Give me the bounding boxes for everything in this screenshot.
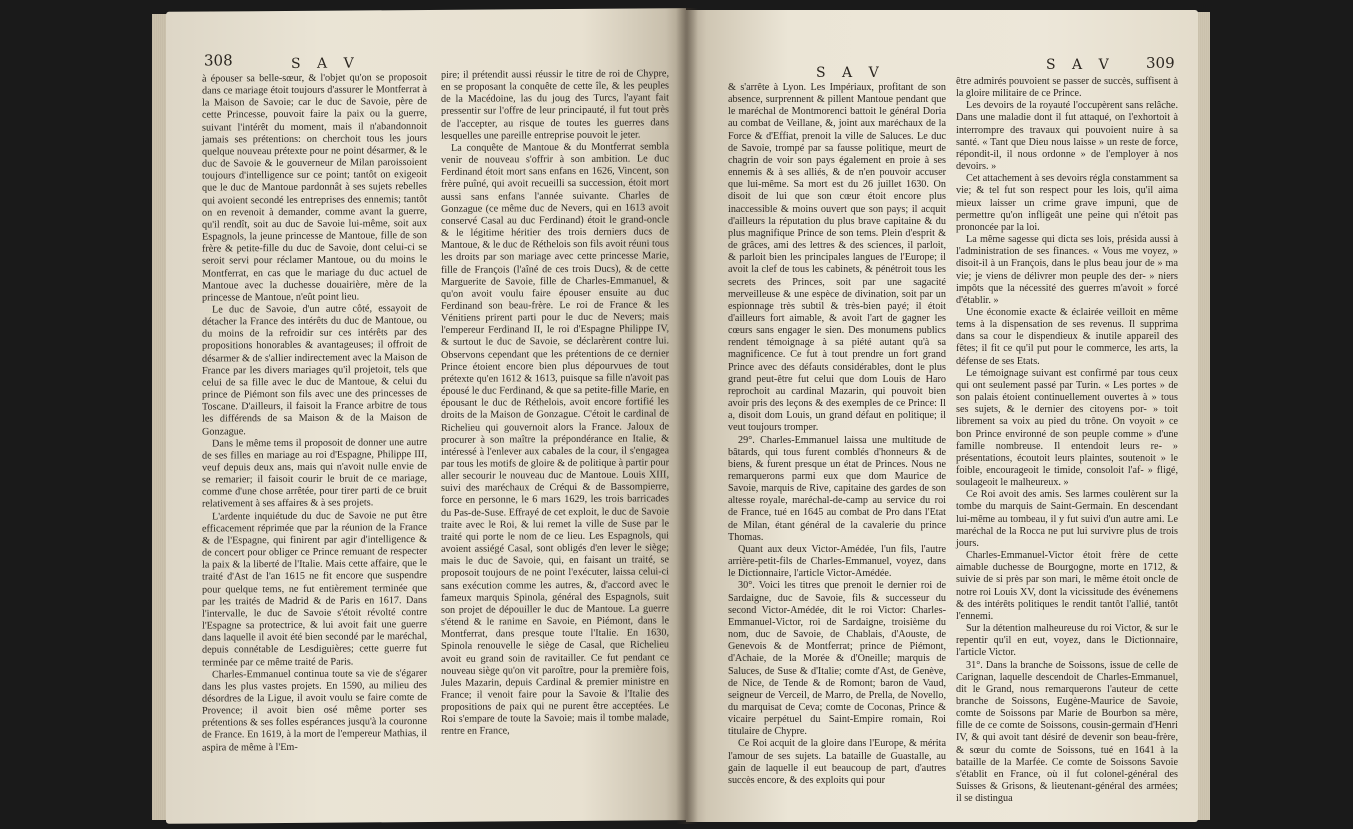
paragraph: Ce Roi acquit de la gloire dans l'Europe, & mérita l'amour de ses sujets. La bataille de Guastalle, au gain de laquelle il eut beaucoup de part, d'autres succès encore, & des exploits qui pour: [728, 738, 946, 786]
paragraph: pire; il prétendit aussi réussir le titre de roi de Chypre, en se proposant la conquête de cette île, & les peuples de la Macédoine, las du joug des Turcs, l'ayant fait pressentir sur l'offre de leur principauté, il fut tout près de l'accepter, au risque de toutes les guerres dans lesquelles une pareille entreprise pouvoit le jeter.: [441, 68, 669, 142]
paragraph: La conquête de Mantoue & du Montferrat sembla venir de nouveau s'offrir à son ambition. Le duc Ferdinand étoit mort sans enfans en 1626, Vincent, son frère puîné, qui avoit recueilli sa succession, étoit mort aussi sans enfans l'année suivante. Charles de Gonzague (ce même duc de Nevers, qui en 1613 avoit conservé Casal au duc Ferdinand) étoit le grand-oncle & le légitime héritier des trois derniers ducs de Mantoue, & le duc de Réthelois son fils avoit réuni tous les droits par son mariage avec cette princesse Marie, fille de François (l'aîné de ces trois Ducs), & de cette Marguerite de Savoie, fille de Charles-Emmanuel, & qu'on avoit voulu faire épouser ensuite au duc Ferdinand son beau-frère. Le roi de France & les Vénitiens prirent parti pour le duc de Nevers; mais l'empereur Ferdinand II, le roi d'Espagne Philippe IV, & surtout le duc de Savoie, se déclarèrent contre lui. Observons cependant que les prétentions de ce dernier Prince étoient encore bien plus dépourvues de tout prétexte qu'en 1612 & 1613, puisque sa fille n'avoit pas épousé le duc Ferdinand, & que sa petite-fille Marie, en épousant le duc de Réthelois, avoit encore fortifié les droits de la Maison de Gonzague. C'étoit le cardinal de Richelieu qui gouvernoit alors la France. Jaloux de procurer à son maître la prépondérance en Italie, & intéressé à l'enlever aux cabales de la cour, il s'engagea par tous les motifs de gloire & de politique à partir pour aller secourir le nouveau duc de Mantoue. Louis XIII, suivi des maréchaux de Créqui & de Bassompierre, force en personne, le 6 mars 1629, les trois barricades du Pas-de-Suse. Effrayé de cet exploit, le duc de Savoie traite avec le Roi, & lui remet la ville de Suse par le traité qui porte le nom de ce lieu. Les Espagnols, qui avoient assiégé Casal, sont obligés d'en lever le siège; mais le duc de Savoie, qui, en faisant un traité, se proposoit toujours de ne point l'exécuter, laissa celui-ci sans exécution comme les autres, &, d'accord avec le fameux marquis Spinola, général des Espagnols, suit son projet de dépouiller le duc de Mantoue. La guerre s'étend & le ranime en Savoie, en Piémont, dans le Montferrat, dans presque toute l'Italie. En 1630, Spinola renouvelle le siège de Casal, que Richelieu avoit eu grand soin de ravitailler. Ce fut pendant ce nouveau siège qu'on vit paroître, pour la première fois, Jules Mazarin, depuis Cardinal & premier ministre en France; il venoit faire pour la Savoie & l'Italie des propositions de paix qui ne purent être acceptées. Le Roi s'empare de toute la Savoie; mais il tombe malade, rentre en France,: [441, 141, 669, 738]
text-column-right: [441, 68, 669, 738]
page-stack-right-edge: [1196, 12, 1210, 820]
running-head: S A V: [816, 65, 885, 81]
book-gutter: [676, 8, 698, 824]
left-page: [166, 8, 686, 824]
paragraph: L'ardente inquiétude du duc de Savoie ne put être efficacement réprimée que par la réunion de la France & de l'Espagne, qui finirent par agir d'intelligence & de concert pour obliger ce Prince remuant de respecter la paix & la liberté de l'Italie. Mais cette affaire, que le traité d'Ast de l'an 1615 ne fit encore que suspendre pour quelque tems, ne fut entièrement terminée que par les traités de Madrid & de Paris en 1617. Dans l'intervalle, le duc de Savoie s'étoit révolté contre l'Espagne sa protectrice, & lui avoit fait une guerre dans laquelle il avoit été bien secondé par le maréchal, depuis connétable de Lesdiguières; cette guerre fut terminée par ce même traité de Paris.: [202, 509, 427, 669]
paragraph: 31°. Dans la branche de Soissons, issue de celle de Carignan, laquelle descendoit de Charles-Emmanuel, dit le Grand, nous remarquerons l'auteur de cette branche de Soissons, Eugène-Maurice de Savoie, comte de Soissons par Marie de Bourbon sa mère, fille de ce comte de Soissons, cousin-germain d'Henri IV, & qui avoit tant désiré de devenir son beau-frère, & sœur du comte de Soissons, tué en 1641 à la bataille de la Marfée. Ce comte de Soissons Savoie s'établit en France, où il fut colonel-général des Suisses & Grisons, & lieutenant-général des armées; il se distingua: [956, 659, 1178, 805]
text-column-right: [956, 76, 1178, 805]
paragraph: Dans le même tems il proposoit de donner une autre de ses filles en mariage au roi d'Espagne, Philippe III, veuf depuis deux ans, mais qui n'avoit nulle envie de se remarier; il faisoit courir le bruit de ce mariage, comme d'une chose arrêtée, pour tirer parti de ce bruit relativement à ses affaires & à ses projets.: [202, 436, 427, 511]
paragraph: 30°. Voici les titres que prenoit le dernier roi de Sardaigne, duc de Savoie, fils & successeur du second Victor-Amédée, dit le roi Victor: Charles-Emmanuel-Victor, roi de Sardaigne, troisième du nom, duc de Savoie, de Chablais, d'Aouste, de Genevois & de Montferrat; prince de Piémont, d'Achaie, de la Morée & d'Oneille; marquis de Saluces, de Suse & d'Italie; comte d'Ast, de Genève, de Nice, de Tende & de Romont; baron de Vaud, seigneur de Verceil, de Marro, de Prella, de Novello, du marquisat de Ceva; comte de Coconas, Prince & vicaire perpétuel du Saint-Empire romain, Roi titulaire de Chypre.: [728, 580, 946, 738]
page-number: 308: [204, 51, 233, 70]
paragraph: & s'arrête à Lyon. Les Impériaux, profitant de son absence, surprennent & pillent Mantoue pendant que le maréchal de Montmorenci battoit le général Doria au combat de Veillane, &, joint aux maréchaux de la Force & d'Effiat, prenoit la ville de Saluces. Le duc de Savoie, trompé par sa fausse politique, meurt de chagrin de voir son pays également en proie à ses ennemis & à ses alliés, & de n'en pouvoir accuser que lui-même. Sa mort est du 26 juillet 1630. On disoit de lui que son cœur étoit encore plus inaccessible & moins ouvert que son pays; il acquit d'ailleurs la réputation du plus brave capitaine & du plus magnifique Prince de son tems. Plein d'esprit & de grâces, ami des lettres & des sciences, il parloit, & parloit bien les principales langues de l'Europe; il avoit la clef de tous les cabinets, & pénétroit tous les secrets des Princes, soit par une sagacité merveilleuse & une espèce de divination, soit par un espionnage très subtil & très-bien payé; il étoit d'ailleurs fort aimable, & avoit l'art de gagner les cœurs sans engager le sien. Des monumens publics rendent témoignage à sa piété autant qu'à sa magnificence. Ce fut à tout prendre un fort grand Prince avec des défauts considérables, dont le plus grand peut-être fut celui que dom Louis de Haro reprochoit au cardinal Mazarin, qui pouvoit bien avoir pris des leçons & des exemples de ce Prince: Il a, disoit dom Louis, un grand défaut en politique; il veut toujours tromper.: [728, 82, 946, 434]
paragraph: Charles-Emmanuel-Victor étoit frère de cette aimable duchesse de Bourgogne, morte en 1712, & suivie de si près par son mari, le même étoit oncle de notre roi Louis XV, dont la vicissitude des événemens & des intérêts politiques le rendit tantôt l'allié, tantôt l'ennemi.: [956, 550, 1178, 622]
running-head: S A V: [1046, 57, 1115, 73]
page-number: 309: [1146, 54, 1175, 72]
paragraph: être admirés pouvoient se passer de succès, suffisent à la gloire militaire de ce Prince.: [956, 76, 1178, 100]
paragraph: Le témoignage suivant est confirmé par tous ceux qui ont seulement passé par Turin. « Les portes » de son palais étoient continuellement ouvertes à » tous ses sujets, & le dernier des citoyens por- » toit librement sa voix au pied du trône. On voyoit » ce bon Prince environné de son peuple comme » d'une famille nombreuse. Il entendoit leurs re- » présentations, écoutoit leurs plaintes, soutenoit » le foible, encourageoit le timide, consoloit l'af- » fligé, soulageoit le malheureux. »: [956, 367, 1178, 489]
right-page: [686, 10, 1198, 822]
text-column-left: [202, 72, 427, 754]
text-column-left: [728, 82, 946, 787]
paragraph: à épouser sa belle-sœur, & l'objet qu'on se proposoit dans ce mariage étoit toujours d'assurer le Montferrat à la Maison de Savoie; car le duc de Savoie, père de cette Princesse, pouvoit faire la paix ou la guerre, suivant l'intérêt du moment, mais il n'abandonnoit jamais ses prétentions: on cherchoit tous les jours quelque nouveau prétexte pour ne point désarmer, & le duc de Savoie & le gouverneur de Milan paroissoient toujours d'intelligence sur ce point; tantôt on exigeoit que le duc de Mantoue pardonnât à ses sujets rebelles qui avoient secondé les entreprises des ennemis; tantôt on en revenoit à demander, comme avant la guerre, qu'il rendît, soit au duc de Savoie lui-même, soit aux Espagnols, la jeune princesse de Mantoue, fille de son frère & petite-fille du duc de Savoie, dont celui-ci se seroit servi pour réclamer Mantoue, ou du moins le Montferrat, en cas que le mariage du duc actuel de Mantoue avec la duchesse douairière, mère de la princesse de Mantoue, n'eût point lieu.: [202, 71, 427, 304]
paragraph: Quant aux deux Victor-Amédée, l'un fils, l'autre arrière-petit-fils de Charles-Emmanuel, voyez, dans le Dictionnaire, l'article Victor-Amédée.: [728, 543, 946, 580]
paragraph: Les devoirs de la royauté l'occupèrent sans relâche. Dans une maladie dont il fut attaqué, on l'exhortoit à interrompre des travaux qui pouvoient nuire à sa santé. « Tant que Dieu nous laisse » un reste de force, répondit-il, il nous ordonne » de l'employer à nos devoirs. »: [956, 100, 1178, 173]
running-head: S A V: [291, 55, 360, 72]
paragraph: La même sagesse qui dicta ses lois, présida aussi à l'administration de ses finances. « Vous me voyez, » disoit-il à un François, dans le plus beau jour de » ma vie; je viens de délivrer mon peuple des der- » niers impôts que la nécessité des guerres m'avoit » forcé d'établir. »: [956, 234, 1178, 306]
paragraph: Sur la détention malheureuse du roi Victor, & sur le repentir qu'il en eut, voyez, dans le Dictionnaire, l'article Victor.: [956, 623, 1178, 659]
paragraph: Le duc de Savoie, d'un autre côté, essayoit de détacher la France des intérêts du duc de Mantoue, ou du moins de la refroidir sur ces intérêts par des propositions honorables & avantageuses; il offroit de désarmer & de s'allier indirectement avec la Maison de France par les divers mariages qu'il projetoit, tels que celui de sa fille avec le duc de Mantoue, & celui du prince de Piémont son fils avec une des princesses de Toscane. D'ailleurs, il faisoit la France arbitre de tous les différends de sa Maison & de la Maison de Gonzague.: [202, 302, 427, 438]
paragraph: 29°. Charles-Emmanuel laissa une multitude de bâtards, qui tous furent comblés d'honneurs & de biens, & furent presque un état de Princes. Nous ne remarquerons parmi eux que dom Maurice de Savoie, marquis de Rive, capitaine des gardes de son altesse royale, maréchal-de-camp au service du roi de France, tué en 1645 au combat de Pro dans l'Etat de Milan, étant général de la cavalerie du prince Thomas.: [728, 434, 946, 543]
paragraph: Charles-Emmanuel continua toute sa vie de s'égarer dans les plus vastes projets. En 1590, au milieu des désordres de la Ligue, il avoit voulu se faire comte de Provence; il avoit bien osé même porter ses prétentions & ses folles espérances jusqu'à la couronne de France. En 1619, à la mort de l'empereur Mathias, il aspira de même à l'Em-: [202, 667, 427, 754]
paragraph: Cet attachement à ses devoirs régla constamment sa vie; & tel fut son respect pour les lois, qu'il aima mieux laisser un crime grave impuni, que de permettre qu'on infligeât une peine qui n'étoit pas prononcée par la loi.: [956, 173, 1178, 233]
paragraph: Une économie exacte & éclairée veilloit en même tems à la dispensation de ses revenus. Il supprima dans sa cour le dispendieux & inutile appareil des fêtes; il fit ce qu'il put pour le commerce, les arts, la défense de ses Etats.: [956, 306, 1178, 367]
paragraph: Ce Roi avoit des amis. Ses larmes coulèrent sur la tombe du marquis de Saint-Germain. En descendant lui-même au tombeau, il y fut suivi d'un autre ami. Le maréchal de la Rocca ne put lui survivre plus de trois jours.: [956, 489, 1178, 549]
